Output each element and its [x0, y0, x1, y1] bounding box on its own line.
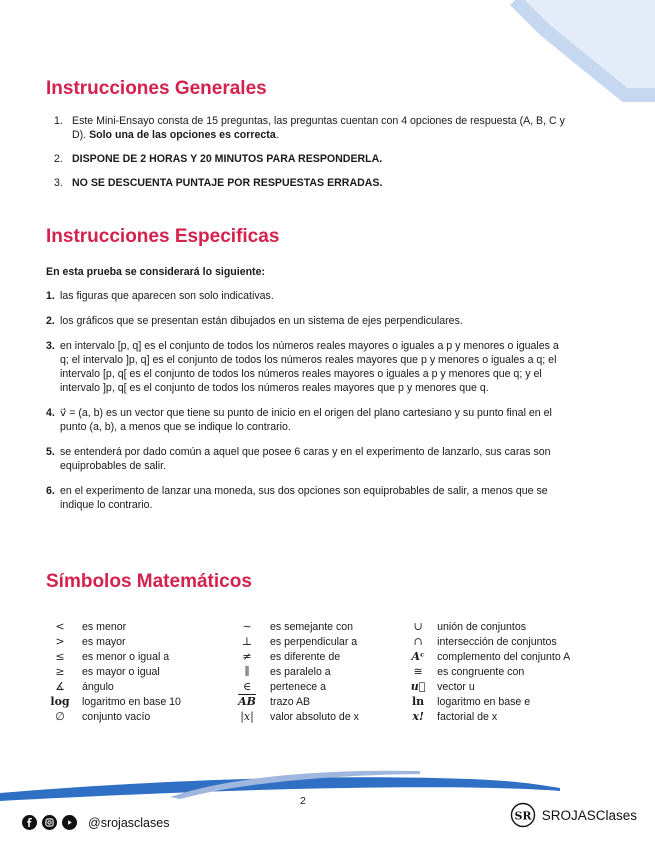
- symbol-desc: valor absoluto de x: [270, 710, 359, 723]
- symbol: ∪: [413, 620, 423, 633]
- symbol: ln: [412, 695, 425, 708]
- symbol: ∅: [55, 710, 65, 723]
- symbols-row: [46, 694, 616, 709]
- symbol: |x|: [240, 710, 254, 723]
- symbols-row: [46, 679, 616, 694]
- symbol-desc: es menor o igual a: [82, 650, 170, 663]
- symbol-desc: factorial de x: [437, 710, 498, 723]
- instagram-icon[interactable]: [42, 815, 57, 830]
- general-item: 1. Este Mini-Ensayo consta de 15 preguntas, las preguntas cuentan con 4 opciones de respuesta (A, B, C y D). Solo una de las opciones es correcta.: [54, 115, 565, 141]
- symbols-row: [46, 664, 616, 679]
- symbol: ∡: [55, 680, 65, 693]
- symbol: ∼: [242, 620, 252, 633]
- social-handle[interactable]: @srojasclases: [88, 815, 170, 830]
- symbol-desc: complemento del conjunto A: [437, 650, 571, 663]
- general-list: [54, 114, 566, 200]
- specific-item: 1. las figuras que aparecen son solo indicativas.: [46, 290, 274, 302]
- symbol: $\overline{AB}$: [238, 695, 256, 708]
- symbol: ≅: [413, 665, 423, 678]
- symbol: ∈: [242, 680, 252, 693]
- specific-item: 4. v⃗ = (a, b) es un vector que tiene su punto de inicio en el origen del plano cartesiano y su punto final en el punto (a, b), a menos que se indique lo contrario.: [46, 407, 552, 433]
- symbol: log: [50, 695, 70, 708]
- symbol-desc: ángulo: [82, 680, 114, 693]
- specific-intro: En esta prueba se considerará lo siguiente:: [46, 266, 266, 278]
- page-number: 2: [300, 795, 306, 807]
- symbol: ⊥: [241, 635, 253, 648]
- youtube-icon[interactable]: [62, 815, 77, 830]
- brand-logo-icon: [510, 802, 536, 828]
- footer-swoosh: [0, 755, 655, 805]
- specific-item: 2. los gráficos que se presentan están dibujados en un sistema de ejes perpendiculares.: [46, 315, 463, 327]
- symbol: ≠: [242, 650, 252, 663]
- symbol-desc: logaritmo en base e: [437, 695, 531, 708]
- symbol: ≥: [55, 665, 65, 678]
- symbol: >: [55, 635, 65, 648]
- symbols-row: [46, 634, 616, 649]
- symbols-row: [46, 649, 616, 664]
- specific-list: [46, 289, 568, 512]
- general-item: 2. DISPONE DE 2 HORAS Y 20 MINUTOS PARA RESPONDERLA.: [54, 153, 383, 165]
- general-item: 3. NO SE DESCUENTA PUNTAJE POR RESPUESTAS ERRADAS.: [54, 177, 383, 189]
- symbol: ≤: [55, 650, 65, 663]
- symbol: ∩: [413, 635, 423, 648]
- facebook-icon[interactable]: [22, 815, 37, 830]
- symbol-desc: pertenece a: [270, 680, 326, 693]
- specific-item: 5. se entenderá por dado común a aquel que posee 6 caras y en el experimento de lanzarlo, sus caras son equiprobables de salir.: [46, 446, 551, 472]
- symbol: ∥: [244, 665, 250, 678]
- symbols-table: [46, 619, 616, 724]
- brand-name: SROJASClases: [541, 807, 637, 823]
- symbols-row: [46, 709, 616, 724]
- symbol-desc: es diferente de: [270, 650, 341, 663]
- symbol-desc: intersección de conjuntos: [437, 635, 557, 648]
- symbol-desc: es mayor: [82, 635, 126, 648]
- symbol-desc: es paralelo a: [270, 665, 331, 678]
- symbol-desc: es menor: [82, 620, 127, 633]
- symbol-desc: trazo AB: [270, 695, 311, 708]
- symbols-title: Símbolos Matemáticos: [46, 571, 252, 592]
- symbol-desc: logaritmo en base 10: [82, 695, 181, 708]
- specific-item: 3. en intervalo [p, q] es el conjunto de todos los números reales mayores o iguales a p y menores o iguales a q; el intervalo ]p, q] es el conjunto de todos los números reales mayores que p y menores o iguales a q; el intervalo [p, q[ es el conjunto de todos los números reales mayores o iguales a p y menores que q; y el intervalo ]p, q[ es el conjunto de todos los números reales mayores que p y menores que q.: [46, 340, 559, 394]
- brand: [510, 802, 637, 828]
- symbol: u⃗: [410, 680, 426, 693]
- corner-decoration: [505, 0, 655, 110]
- symbol-desc: es congruente con: [437, 665, 525, 678]
- symbol: x!: [412, 710, 424, 723]
- symbols-row: [46, 619, 616, 634]
- social-links: [22, 815, 169, 830]
- symbol: Aᶜ: [411, 650, 425, 663]
- brand-logo-text: SR: [514, 809, 532, 823]
- general-title: Instrucciones Generales: [46, 78, 267, 99]
- symbol-desc: vector u: [437, 680, 475, 693]
- symbol: <: [55, 620, 65, 633]
- specific-item: 6. en el experimento de lanzar una moneda, sus dos opciones son equiprobables de salir, a menos que se indique lo contrario.: [46, 485, 548, 511]
- symbol-desc: unión de conjuntos: [437, 620, 527, 633]
- symbol-desc: es semejante con: [270, 620, 354, 633]
- symbol-desc: es mayor o igual: [82, 665, 160, 678]
- symbol-desc: conjunto vacío: [82, 710, 151, 723]
- symbol-desc: es perpendicular a: [270, 635, 358, 648]
- specific-title: Instrucciones Especificas: [46, 226, 280, 247]
